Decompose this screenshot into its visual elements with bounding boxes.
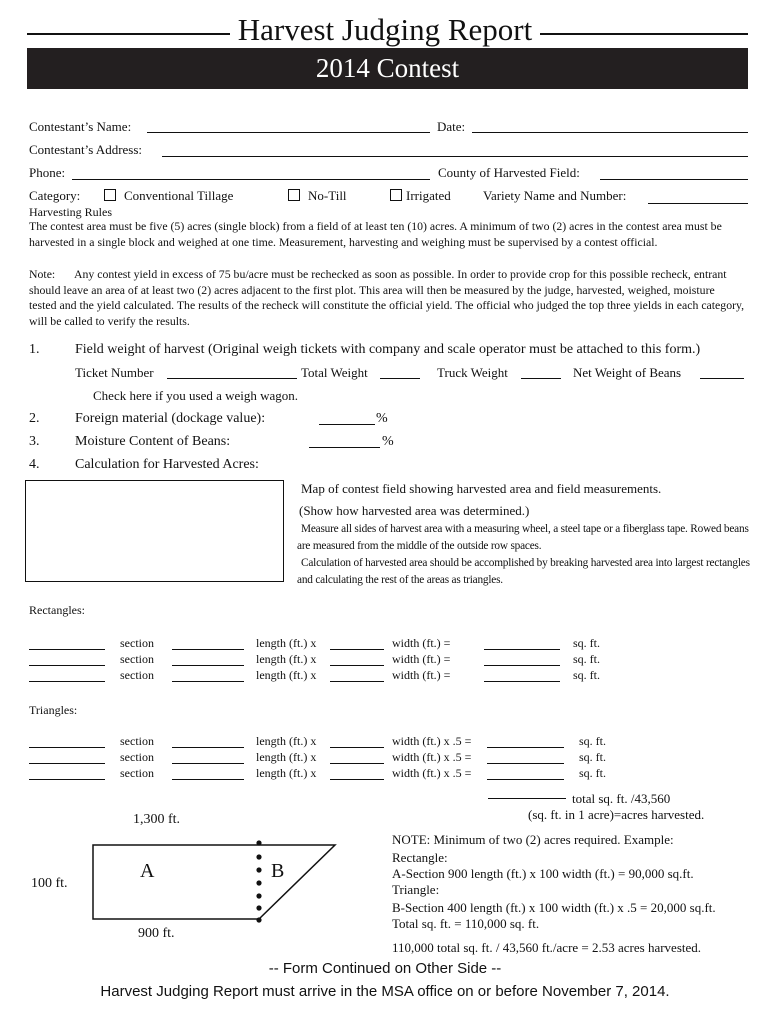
length-label: length (ft.) x (256, 734, 317, 748)
item-4-text: Calculation for Harvested Acres: (75, 457, 259, 472)
phone-label: Phone: (29, 165, 66, 180)
example-bottom-length: 900 ft. (138, 926, 175, 941)
section-label: section (120, 766, 154, 780)
checkbox-notill[interactable] (288, 189, 300, 201)
field-outline (93, 845, 335, 919)
variety-label: Variety Name and Number: (483, 188, 627, 203)
section-label: section (120, 652, 154, 666)
width-field[interactable] (330, 665, 384, 666)
section-field[interactable] (29, 649, 105, 650)
sqft-label: sq. ft. (573, 652, 600, 666)
triangles-heading: Triangles: (29, 703, 78, 717)
truck-weight-field[interactable] (521, 378, 561, 379)
ticket-field[interactable] (167, 378, 297, 379)
dockage-percent: % (376, 411, 388, 426)
banner-text: 2014 Contest (315, 53, 460, 83)
section-a-label: A (140, 860, 155, 882)
date-field[interactable] (472, 132, 748, 133)
length-label: length (ft.) x (256, 636, 317, 650)
example-result: 110,000 total sq. ft. / 43,560 ft./acre = 2.53 acres harvested. (392, 940, 702, 955)
example-side-length: 100 ft. (31, 876, 68, 891)
area-field[interactable] (487, 763, 564, 764)
length-field[interactable] (172, 649, 244, 650)
sqft-label: sq. ft. (579, 734, 606, 748)
example-a-section: A-Section 900 length (ft.) x 100 width (ft.) = 90,000 sq.ft. (392, 866, 694, 881)
date-label: Date: (437, 119, 466, 134)
note-label: Note: (29, 267, 56, 281)
section-field[interactable] (29, 681, 105, 682)
width-field[interactable] (330, 747, 384, 748)
item-1-text: Field weight of harvest (Original weigh tickets with company and scale operator must be attached to this form.) (75, 342, 701, 357)
example-note: NOTE: Minimum of two (2) acres required. Example: (392, 832, 674, 847)
example-total: Total sq. ft. = 110,000 sq. ft. (392, 916, 540, 931)
acres-harvested-label: (sq. ft. in 1 acre)=acres harvested. (528, 807, 705, 822)
length-field[interactable] (172, 681, 244, 682)
ticket-label: Ticket Number (75, 365, 154, 380)
total-weight-field[interactable] (380, 378, 420, 379)
form-continued: -- Form Continued on Other Side -- (268, 960, 502, 977)
map-box[interactable] (25, 480, 284, 582)
address-label: Contestant’s Address: (29, 142, 143, 157)
section-label: section (120, 668, 154, 682)
item-1-number: 1. (29, 342, 40, 357)
item-2-number: 2. (29, 411, 40, 426)
category-notill[interactable] (288, 188, 347, 204)
note-text: Any contest yield in excess of 75 bu/acre must be rechecked as soon as possible. In order to provide crop for this possible recheck, entrant should leave an area of at least two (2) acres adjacent to the first plot. This area will then be measured by the judge, harvested, weighed, moisture tested and the yield calculated. The results of the recheck will constitute the official yield. The official who judged the top three yields in each category, will be called to verify the results. (29, 267, 745, 328)
item-2-text: Foreign material (dockage value): (75, 411, 266, 426)
example-rectangle: Rectangle: (392, 850, 448, 865)
name-field[interactable] (147, 132, 430, 133)
weigh-wagon-check[interactable]: Check here if you used a weigh wagon. (93, 388, 299, 403)
length-field[interactable] (172, 747, 244, 748)
name-label: Contestant’s Name: (29, 119, 132, 134)
width-label: width (ft.) x .5 = (392, 766, 472, 780)
section-field[interactable] (29, 747, 105, 748)
category-conventional[interactable] (104, 188, 233, 204)
length-label: length (ft.) x (256, 766, 317, 780)
area-field[interactable] (484, 665, 560, 666)
section-b-label: B (271, 860, 285, 882)
example-triangle: Triangle: (392, 882, 440, 897)
section-label: section (120, 750, 154, 764)
length-label: length (ft.) x (256, 750, 317, 764)
example-field-diagram (90, 836, 340, 926)
sqft-label: sq. ft. (579, 750, 606, 764)
rules-heading: Harvesting Rules (29, 205, 112, 219)
width-label: width (ft.) = (392, 668, 451, 682)
width-field[interactable] (330, 681, 384, 682)
map-show: (Show how harvested area was determined.) (299, 503, 530, 518)
length-field[interactable] (172, 779, 244, 780)
item-3-text: Moisture Content of Beans: (75, 434, 231, 449)
net-weight-label: Net Weight of Beans (573, 365, 682, 380)
width-field[interactable] (330, 779, 384, 780)
total-sqft-field[interactable] (488, 798, 566, 799)
width-label: width (ft.) x .5 = (392, 750, 472, 764)
width-label: width (ft.) = (392, 636, 451, 650)
address-field[interactable] (162, 156, 748, 157)
area-field[interactable] (487, 779, 564, 780)
example-b-section: B-Section 400 length (ft.) x 100 width (ft.) x .5 = 20,000 sq.ft. (392, 900, 716, 915)
section-field[interactable] (29, 779, 105, 780)
area-field[interactable] (484, 649, 560, 650)
section-label: section (120, 636, 154, 650)
width-field[interactable] (330, 763, 384, 764)
category-label: Category: (29, 188, 81, 203)
conventional-label: Conventional Tillage (124, 188, 234, 203)
county-label: County of Harvested Field: (438, 165, 580, 180)
county-field[interactable] (600, 179, 748, 180)
phone-field[interactable] (72, 179, 430, 180)
length-label: length (ft.) x (256, 652, 317, 666)
rectangles-heading: Rectangles: (29, 603, 85, 617)
map-measure: Measure all sides of harvest area with a measuring wheel, a steel tape or a fiberglass tape. Rowed beans are measured from the middle of the outside row spaces. (297, 523, 749, 552)
total-sqft-label: total sq. ft. /43,560 (572, 791, 671, 806)
length-field[interactable] (172, 763, 244, 764)
length-field[interactable] (172, 665, 244, 666)
section-field[interactable] (29, 763, 105, 764)
rules-text: The contest area must be five (5) acres (single block) from a field of at least ten (10) acres. A minimum of two (2) acres in the contest area must be harvested in a single block and weighed at one time. Measurement, harvesting and weighing must be supervised by a contest official. (29, 219, 722, 249)
notill-label: No-Till (308, 188, 347, 203)
moisture-percent: % (382, 434, 394, 449)
sqft-label: sq. ft. (573, 636, 600, 650)
area-field[interactable] (484, 681, 560, 682)
item-3-number: 3. (29, 434, 40, 449)
width-label: width (ft.) = (392, 652, 451, 666)
width-field[interactable] (330, 649, 384, 650)
contest-banner (27, 48, 748, 89)
example-top-length: 1,300 ft. (133, 812, 181, 827)
section-field[interactable] (29, 665, 105, 666)
irrigated-label: Irrigated (406, 188, 451, 203)
divider-dots (256, 840, 261, 922)
truck-weight-label: Truck Weight (437, 365, 508, 380)
item-4-number: 4. (29, 457, 40, 472)
category-irrigated[interactable] (390, 188, 451, 204)
page-title: Harvest Judging Report (237, 12, 533, 47)
sqft-label: sq. ft. (573, 668, 600, 682)
total-weight-label: Total Weight (301, 365, 368, 380)
width-label: width (ft.) x .5 = (392, 734, 472, 748)
dockage-field[interactable] (319, 424, 375, 425)
map-calc: Calculation of harvested area should be accomplished by breaking harvested area into largest rectangles and calculating the rest of the areas as triangles. (297, 557, 750, 586)
checkbox-conventional[interactable] (104, 189, 116, 201)
length-label: length (ft.) x (256, 668, 317, 682)
map-caption: Map of contest field showing harvested area and field measurements. (301, 481, 662, 496)
sqft-label: sq. ft. (579, 766, 606, 780)
area-field[interactable] (487, 747, 564, 748)
net-weight-field[interactable] (700, 378, 744, 379)
deadline-note: Harvest Judging Report must arrive in the MSA office on or before November 7, 2014. (100, 983, 670, 1000)
moisture-field[interactable] (309, 447, 380, 448)
checkbox-irrigated[interactable] (390, 189, 402, 201)
section-label: section (120, 734, 154, 748)
variety-field[interactable] (648, 203, 748, 204)
